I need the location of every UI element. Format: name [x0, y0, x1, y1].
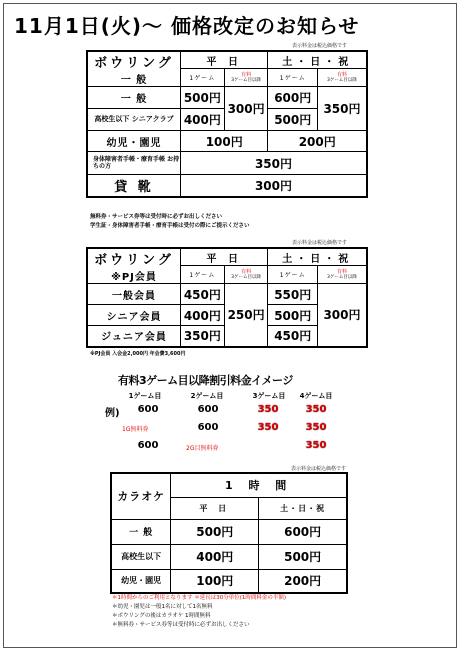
karaoke-note-4: ＊無料券・サービス券等は受付時に必ずお出しください [112, 622, 250, 628]
pj-row-label-senior: シニア会員 [87, 305, 180, 326]
pj-price-senior-wd: 400円 [180, 305, 224, 326]
sub-3game: 有料 3ゲーム目以降 [224, 69, 268, 87]
price-senior-wd: 400円 [180, 109, 224, 131]
karaoke-price-table [110, 472, 348, 594]
price-kids-we: 200円 [268, 131, 367, 152]
row-label-general: 一 般 [87, 87, 180, 109]
bowling-note-1: 無料券・サービス券等は受付時に必ずお出しください [90, 214, 223, 220]
price-kids-wd: 100円 [180, 131, 268, 152]
header-weekend: 土・日・祝 [268, 51, 367, 69]
pj-price-table [86, 247, 368, 348]
sub-3game-we: 有料 3ゲーム目以降 [317, 69, 367, 87]
pj-price-junior-we: 450円 [268, 326, 318, 347]
pj-price-3g-wd: 250円 [224, 284, 268, 347]
price-disabled: 350円 [180, 152, 367, 175]
pj-row-label-junior: ジュニア会員 [87, 326, 180, 347]
karaoke-price-kids-we: 200円 [259, 569, 347, 593]
karaoke-price-student-wd: 400円 [171, 544, 259, 569]
bowling-subtitle: 一 般 [120, 75, 148, 86]
pj-sub-3game: 有料 3ゲーム目以降 [224, 266, 268, 284]
price-general-wd: 500円 [180, 87, 224, 109]
img-r3-c1: 600 [137, 440, 159, 451]
discount-image-title: 有料3ゲーム目以降割引料金イメージ [118, 374, 293, 387]
karaoke-row-student: 高校生以下 [111, 544, 171, 569]
pj-price-senior-we: 500円 [268, 305, 318, 326]
pj-sub-1game-we: 1ゲーム [268, 266, 318, 284]
pj-title: ボウリング [94, 253, 174, 268]
img-header-3: 3ゲーム目 [252, 392, 286, 400]
tax-note-3: 表示料金は税込価格です [291, 466, 347, 472]
row-label-senior: 高校生以下 シニアクラブ [87, 109, 180, 131]
price-3g-we: 350円 [317, 87, 367, 131]
row-label-disabled: 身体障害者手帳・療育手帳 お持ちの方 [87, 152, 180, 175]
karaoke-price-kids-wd: 100円 [171, 569, 259, 593]
karaoke-notes [112, 594, 286, 630]
tax-note-2: 表示料金は税込価格です [292, 240, 348, 246]
karaoke-note-3: ＊ボウリングの後はカラオケ 1時間無料 [112, 613, 211, 619]
karaoke-note-1: ＊1時間からのご利用となります ＊延長は30分単位(1時間料金の半額) [112, 595, 287, 601]
karaoke-title: カラオケ [111, 473, 171, 519]
img-r2-c3: 350 [257, 422, 279, 433]
header-weekday: 平 日 [180, 51, 268, 69]
sub-1game: 1ゲーム [180, 69, 224, 87]
pj-price-3g-we: 300円 [317, 284, 367, 347]
karaoke-header-hour: 1 時 間 [171, 473, 347, 497]
pj-price-general-we: 550円 [268, 284, 318, 305]
pj-note: ※PJ会員 入会金2,000円 年会費3,600円 [90, 351, 186, 357]
karaoke-row-kids: 幼児・園児 [111, 569, 171, 593]
bowling-price-table [86, 50, 368, 198]
img-r1-c3: 350 [257, 404, 279, 415]
karaoke-price-general-we: 600円 [259, 519, 347, 544]
img-tag-1g-free: 1G無料券 [122, 426, 149, 433]
pj-row-label-general: 一般会員 [87, 284, 180, 305]
price-general-we: 600円 [268, 87, 318, 109]
karaoke-note-2: ＊幼児・園児は一般1名に対して1名無料 [112, 604, 213, 610]
tax-note: 表示料金は税込価格です [292, 43, 348, 49]
karaoke-price-student-we: 500円 [259, 544, 347, 569]
bowling-note-2: 学生証・身体障害者手帳・療育手帳は受付の際にご提示ください [90, 223, 250, 229]
price-3g-wd: 300円 [224, 87, 268, 131]
karaoke-row-general: 一 般 [111, 519, 171, 544]
img-example-label: 例) [105, 408, 120, 419]
pj-sub-3game-we: 有料 3ゲーム目以降 [317, 266, 367, 284]
img-r1-c2: 600 [197, 404, 219, 415]
pj-title-cell [87, 248, 180, 284]
pj-header-weekday: 平 日 [180, 248, 268, 266]
img-header-1: 1ゲーム目 [128, 392, 162, 400]
price-senior-we: 500円 [268, 109, 318, 131]
img-r1-c4: 350 [305, 404, 327, 415]
pj-price-general-wd: 450円 [180, 284, 224, 305]
page-title: 11月1日(火)～ 価格改定のお知らせ [14, 14, 360, 38]
img-r1-c1: 600 [137, 404, 159, 415]
row-label-kids: 幼児・園児 [87, 131, 180, 152]
img-tag-2g-free: 2G目無料券 [186, 445, 219, 452]
karaoke-header-weekend: 土・日・祝 [259, 497, 347, 519]
bowling-title-cell [87, 51, 180, 87]
pj-subtitle: ※PJ会員 [111, 272, 157, 283]
karaoke-price-general-wd: 500円 [171, 519, 259, 544]
bowling-title: ボウリング [94, 56, 174, 71]
img-header-4: 4ゲーム目 [299, 392, 333, 400]
price-shoes: 300円 [180, 175, 367, 197]
img-r3-c4: 350 [305, 440, 327, 451]
img-r2-c4: 350 [305, 422, 327, 433]
pj-header-weekend: 土・日・祝 [268, 248, 367, 266]
row-label-shoes: 貸 靴 [87, 175, 180, 197]
pj-sub-1game: 1ゲーム [180, 266, 224, 284]
pj-price-junior-wd: 350円 [180, 326, 224, 347]
sub-1game-we: 1ゲーム [268, 69, 318, 87]
img-header-2: 2ゲーム目 [190, 392, 224, 400]
karaoke-header-weekday: 平 日 [171, 497, 259, 519]
bowling-notes [90, 213, 250, 231]
img-r2-c2: 600 [197, 422, 219, 433]
